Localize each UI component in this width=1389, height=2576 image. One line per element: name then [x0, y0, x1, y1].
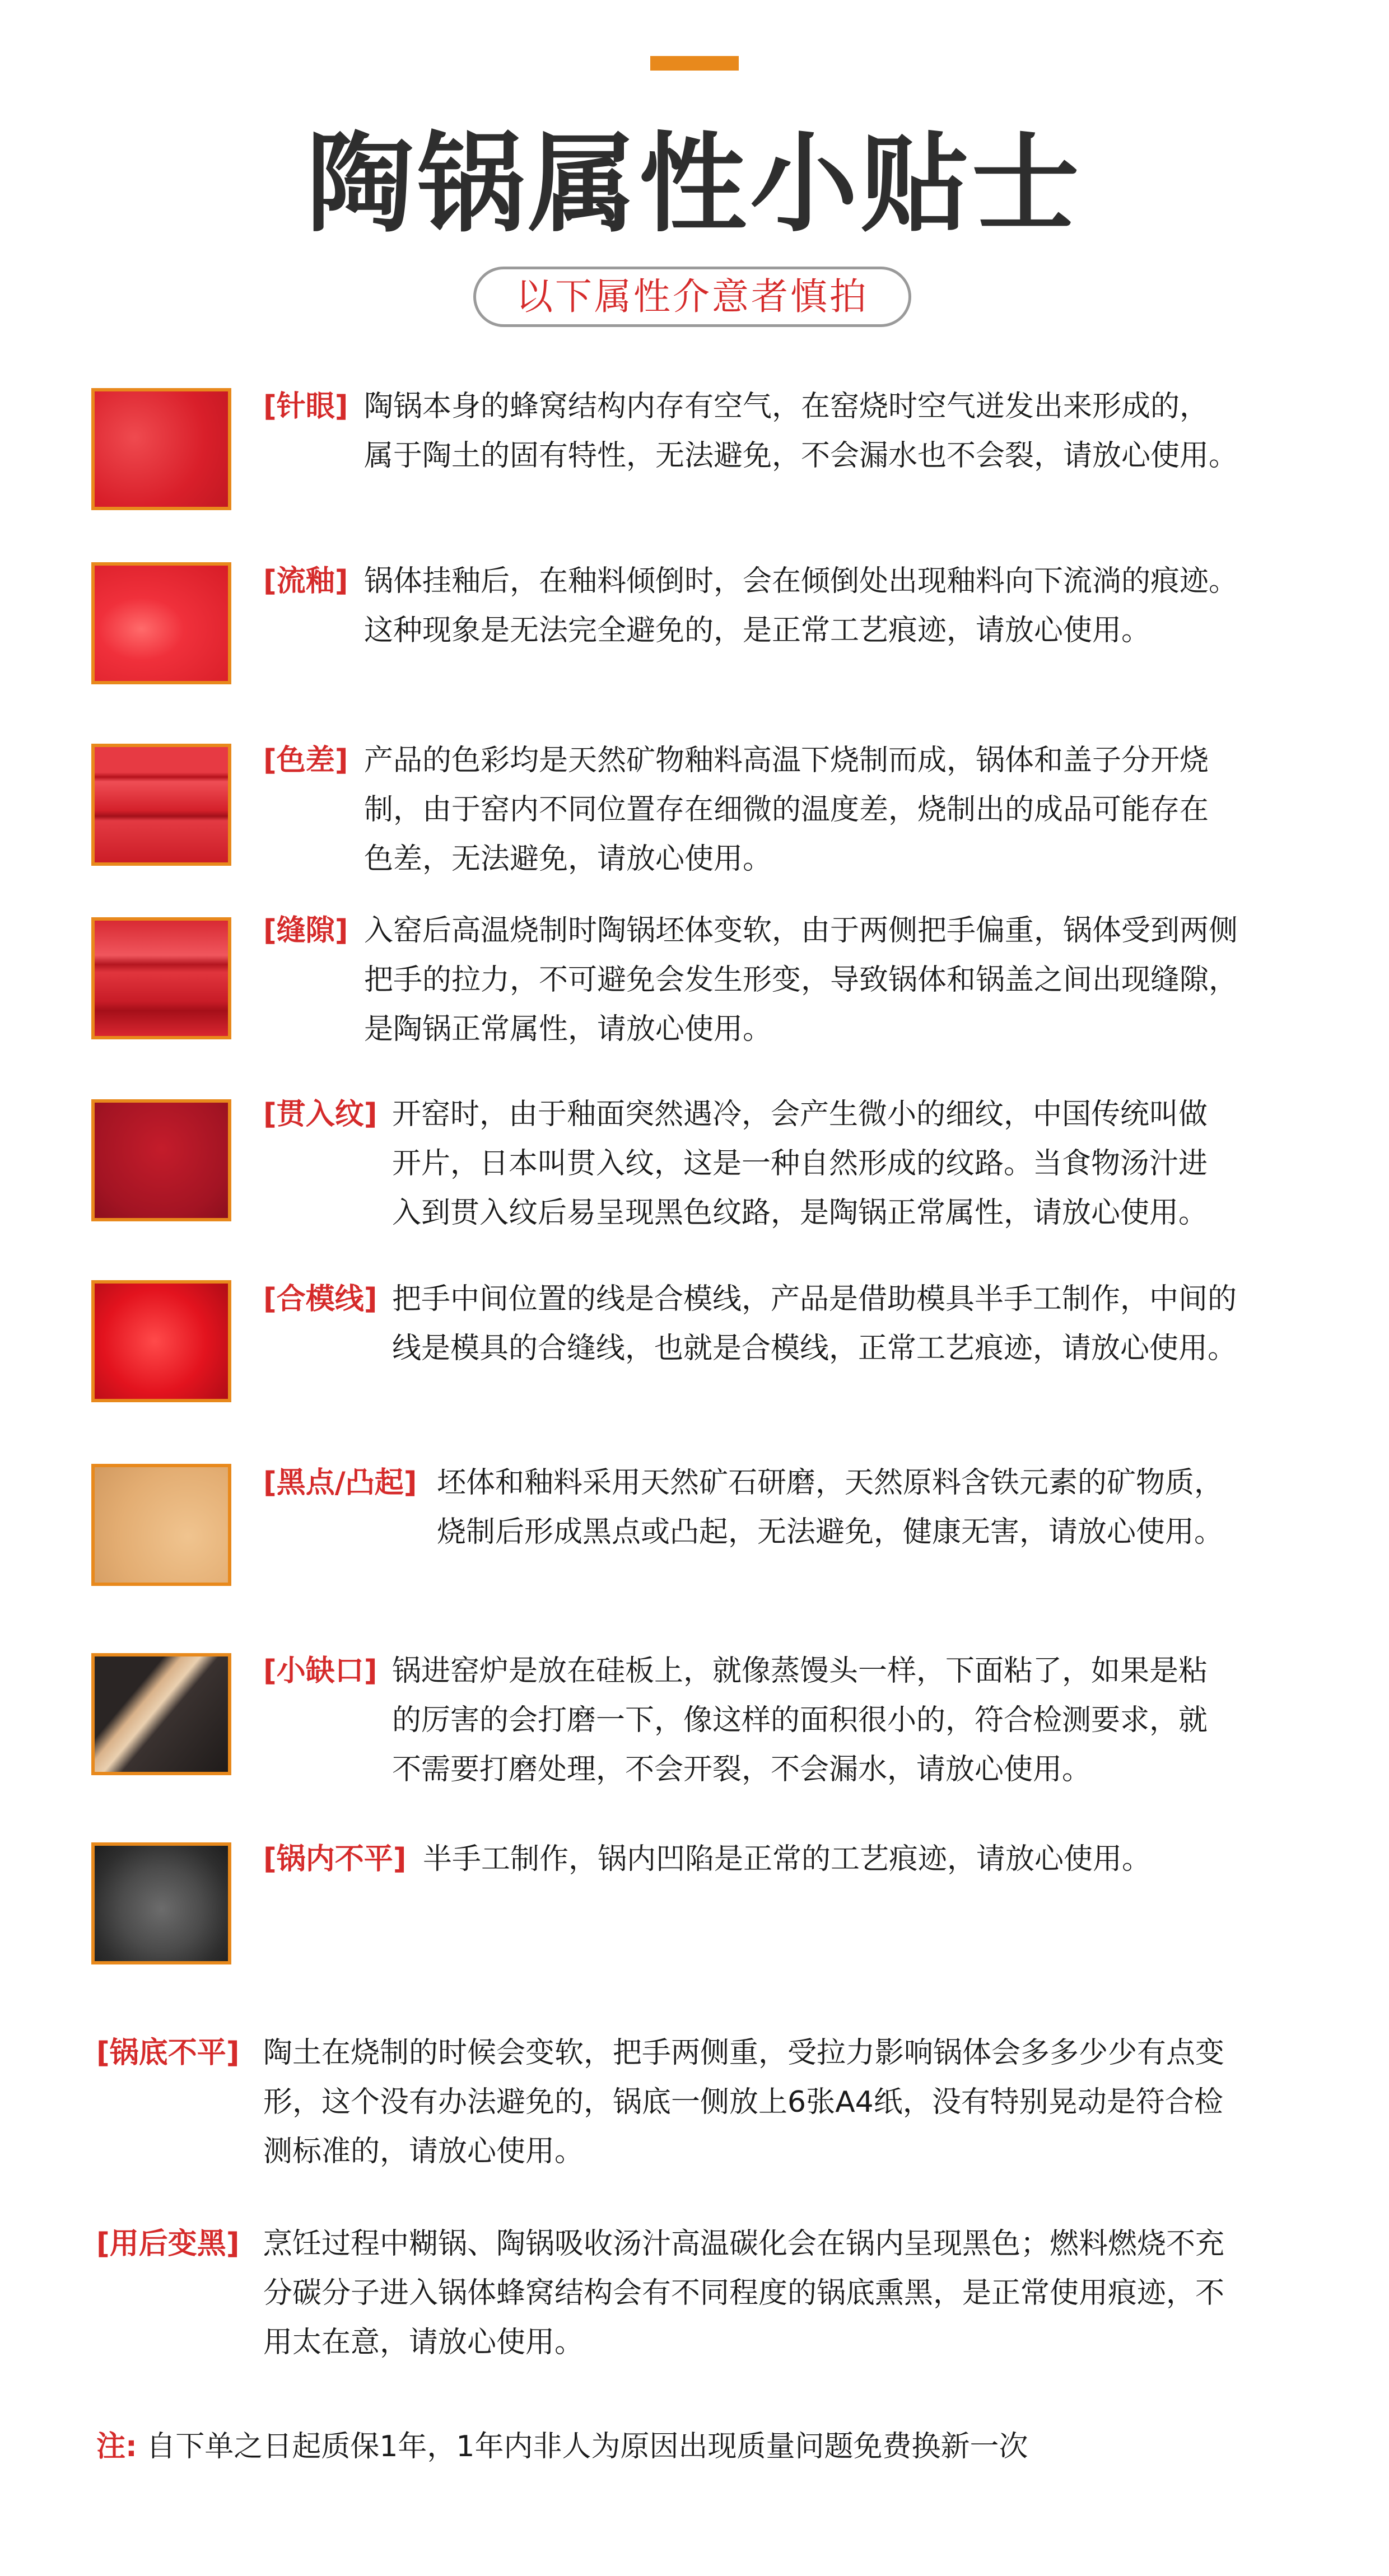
item-line: 半手工制作，锅内凹陷是正常的工艺痕迹，请放心使用。 [423, 1842, 1152, 1876]
footnote-text: 自下单之日起质保1年，1年内非人为原因出现质量问题免费换新一次 [146, 2430, 1028, 2463]
item-line: 形，这个没有办法避免的，锅底一侧放上6张A4纸，没有特别晃动是符合检 [263, 2085, 1223, 2119]
item-body [423, 1835, 1151, 1884]
item-tag: [贯入纹] [263, 1098, 377, 1131]
item-line: 色差，无法避免，请放心使用。 [364, 842, 772, 876]
glaze-drip-thumbnail [91, 562, 231, 684]
item-line: 开片，日本叫贯入纹，这是一种自然形成的纹路。当食物汤汁进 [392, 1147, 1208, 1180]
small-notch-thumbnail [91, 1653, 231, 1775]
item-line: 烧制后形成黑点或凸起，无法避免，健康无害，请放心使用。 [437, 1515, 1224, 1549]
item-line: 制，由于窑内不同位置存在细微的温度差，烧制出的成品可能存在 [364, 793, 1209, 827]
list-item [263, 557, 1238, 647]
item-line: 锅进窑炉是放在硅板上，就像蒸馒头一样，下面粘了，如果是粘 [392, 1654, 1208, 1688]
item-line: 把手的拉力，不可避免会发生形变，导致锅体和锅盖之间出现缝隙， [364, 963, 1238, 997]
item-line: 这种现象是无法完全避免的，是正常工艺痕迹，请放心使用。 [364, 614, 1151, 647]
item-line: 锅体挂釉后，在釉料倾倒时，会在倾倒处出现釉料向下流淌的痕迹。 [364, 564, 1238, 598]
item-line: 线是模具的合缝线，也就是合模线，正常工艺痕迹，请放心使用。 [392, 1332, 1237, 1365]
item-body [392, 1646, 1208, 1794]
item-tag: [合模线] [263, 1282, 377, 1316]
list-item [263, 1090, 1208, 1230]
gap-thumbnail [91, 917, 231, 1039]
item-tag: [缝隙] [263, 914, 348, 948]
item-tag: [流釉] [263, 564, 348, 598]
item-line: 坯体和釉料采用天然矿石研磨，天然原料含铁元素的矿物质， [437, 1466, 1224, 1500]
item-tag: [锅内不平] [263, 1842, 407, 1876]
item-line: 分碳分子进入锅体蜂窝结构会有不同程度的锅底熏黑，是正常使用痕迹，不 [263, 2276, 1225, 2310]
item-line: 陶锅本身的蜂窝结构内存有空气，在窑烧时空气迸发出来形成的， [364, 390, 1209, 423]
uneven-inside-thumbnail [91, 1842, 231, 1964]
item-line: 开窑时，由于釉面突然遇冷，会产生微小的细纹，中国传统叫做 [392, 1098, 1208, 1131]
item-line: 陶土在烧制的时候会变软，把手两侧重，受拉力影响锅体会多多少少有点变 [263, 2036, 1225, 2070]
list-item [263, 1458, 1224, 1549]
item-line: 测标准的，请放心使用。 [263, 2135, 584, 2168]
list-item [263, 382, 1238, 473]
item-tag: [针眼] [263, 390, 348, 423]
item-tag: [锅底不平] [96, 2036, 240, 2070]
item-body [263, 2219, 1224, 2367]
footnote-label: 注: [96, 2430, 137, 2463]
item-tag: [用后变黑] [96, 2227, 240, 2261]
item-line: 把手中间位置的线是合模线，产品是借助模具半手工制作，中间的 [392, 1282, 1237, 1316]
item-body [364, 906, 1238, 1054]
item-line: 入窑后高温烧制时陶锅坯体变软，由于两侧把手偏重，锅体受到两侧 [364, 914, 1238, 948]
item-line: 入到贯入纹后易呈现黑色纹路，是陶锅正常属性，请放心使用。 [392, 1196, 1208, 1230]
item-line: 不需要打磨处理，不会开裂，不会漏水，请放心使用。 [392, 1753, 1092, 1786]
color-difference-thumbnail [91, 744, 231, 866]
item-body [364, 382, 1238, 480]
title-accent-bar [650, 56, 739, 71]
mold-line-thumbnail [91, 1280, 231, 1402]
item-tag: [色差] [263, 744, 348, 777]
black-dot-thumbnail [91, 1464, 231, 1586]
item-body [392, 1090, 1208, 1238]
warranty-footnote [96, 2422, 1028, 2471]
item-body [437, 1458, 1223, 1557]
item-tag: [黑点/凸起] [263, 1466, 417, 1500]
pinhole-thumbnail [91, 388, 231, 510]
item-tag: [小缺口] [263, 1654, 377, 1688]
item-body [263, 2028, 1224, 2176]
item-body [364, 736, 1209, 884]
crackle-thumbnail [91, 1099, 231, 1221]
item-line: 烹饪过程中糊锅、陶锅吸收汤汁高温碳化会在锅内呈现黑色；燃料燃烧不充 [263, 2227, 1225, 2261]
list-item [263, 1646, 1208, 1786]
item-line: 是陶锅正常属性，请放心使用。 [364, 1012, 772, 1046]
item-body [392, 1275, 1237, 1373]
list-item [263, 906, 1238, 1046]
item-line: 属于陶土的固有特性，无法避免，不会漏水也不会裂，请放心使用。 [364, 439, 1238, 473]
list-item [263, 1275, 1237, 1365]
page-title: 陶锅属性小贴士 [306, 122, 1083, 247]
list-item [263, 1835, 1152, 1884]
item-line: 用太在意，请放心使用。 [263, 2326, 584, 2359]
item-body [364, 557, 1238, 655]
item-line: 产品的色彩均是天然矿物釉料高温下烧制而成，锅体和盖子分开烧 [364, 744, 1209, 777]
item-line: 的厉害的会打磨一下，像这样的面积很小的，符合检测要求，就 [392, 1704, 1208, 1737]
subtitle-pill: 以下属性介意者慎拍 [473, 267, 911, 327]
list-item [263, 736, 1209, 876]
